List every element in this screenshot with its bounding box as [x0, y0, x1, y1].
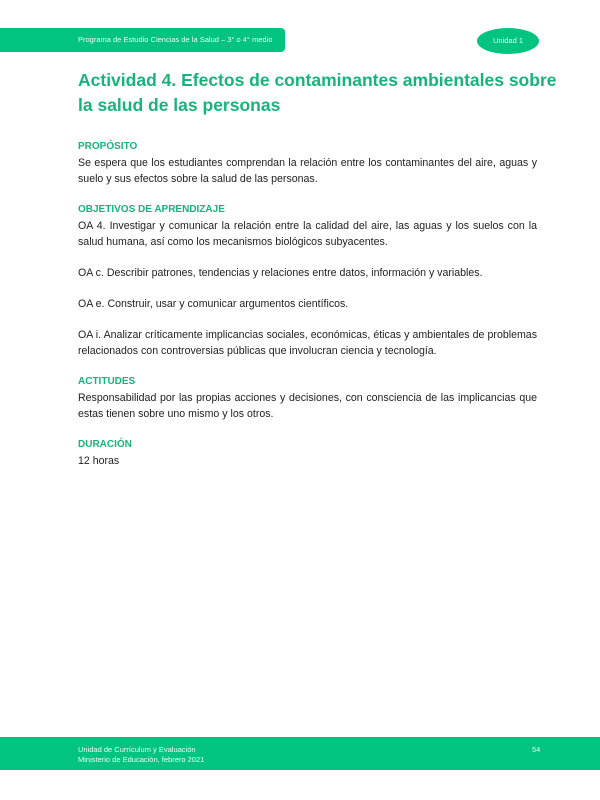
section-heading-proposito: PROPÓSITO — [78, 141, 138, 152]
proposito-text: Se espera que los estudiantes comprendan la relación entre los contaminantes del aire, aguas y suelo y sus efectos sobre la salud de las personas. — [78, 157, 537, 185]
content — [78, 139, 537, 469]
footer-bar — [0, 737, 600, 770]
objective-item: OA i. Analizar críticamente implicancias sociales, económicas, éticas y ambientales de problemas relacionados con controversias públicas que involucran ciencia y tecnología. — [78, 329, 537, 357]
actitudes-text: Responsabilidad por las propias acciones y decisiones, con consciencia de las implicancias que estas tienen sobre uno mismo y los otros. — [78, 392, 537, 420]
objective-item: OA e. Construir, usar y comunicar argumentos científicos. — [78, 298, 349, 310]
section-heading-duracion: DURACIÓN — [78, 439, 132, 450]
section-heading-objetivos: OBJETIVOS DE APRENDIZAJE — [78, 204, 225, 215]
page-number: 54 — [532, 745, 541, 754]
unit-badge: Unidad 1 — [477, 28, 539, 54]
objective-item: OA c. Describir patrones, tendencias y relaciones entre datos, información y variables. — [78, 267, 483, 279]
duracion-text: 12 horas — [78, 455, 120, 467]
objective-item: OA 4. Investigar y comunicar la relación entre la calidad del aire, las aguas y los suelos con la salud humana, así como los mecanismos biológicos subyacentes. — [78, 220, 537, 248]
footer-unit: Unidad de Currículum y Evaluación — [78, 745, 196, 754]
section-heading-actitudes: ACTITUDES — [78, 376, 136, 387]
program-title: Programa de Estudio Ciencias de la Salud – 3° o 4° medio — [78, 35, 273, 44]
header-bar — [0, 28, 285, 52]
footer-ministry: Ministerio de Educación, febrero 2021 — [78, 755, 205, 764]
page-title: Actividad 4. Efectos de contaminantes ambientales sobre la salud de las personas — [78, 70, 557, 115]
